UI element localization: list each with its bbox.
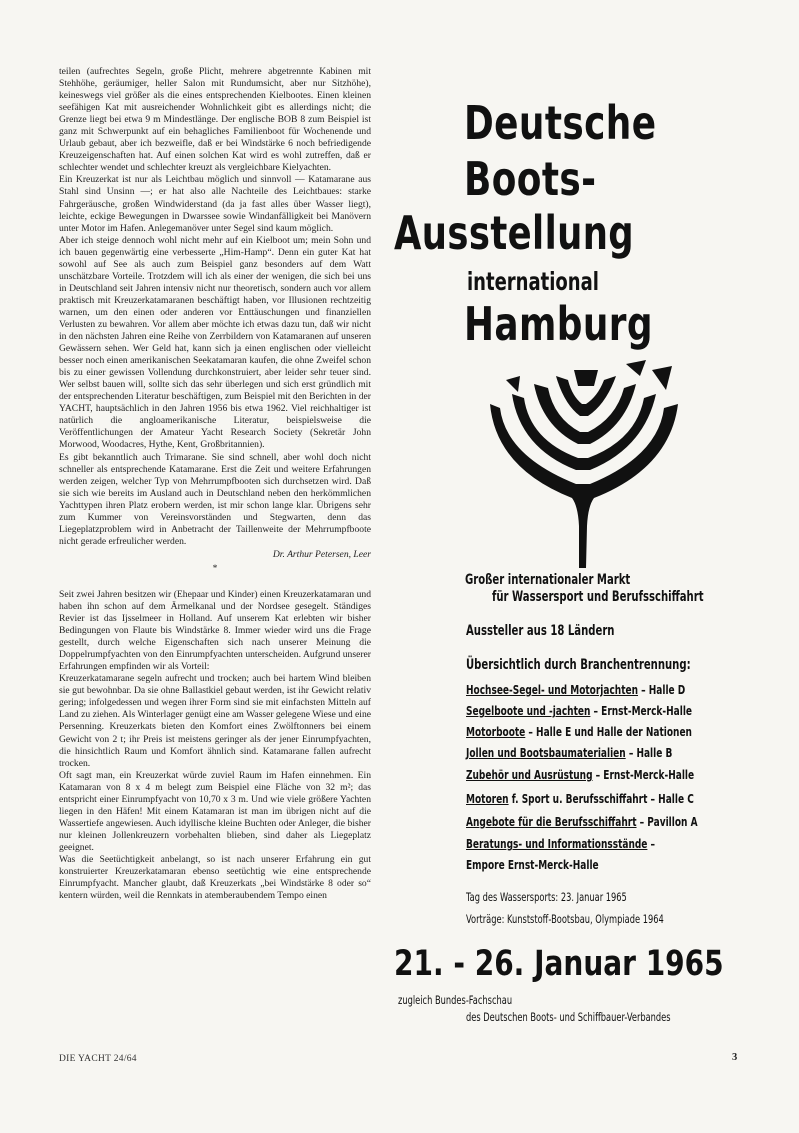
ad-hall-last: Empore Ernst-Merck-Halle bbox=[466, 857, 599, 872]
ad-market-line2: für Wassersport und Berufsschiffahrt bbox=[492, 589, 704, 605]
article-paragraph: Was die Seetüchtigkeit anbelangt, so ist nach unserer Erfahrung ein gut konstruierter Kreuzerkatamaran ebenso seetüchtig wie eine entsprechende Einrumpfyacht. Mancher glaubt, daß Kreuzerkats „bei Windstärke 8 oder so“ kentern würden, weil die Rennkats in atemberaubendem Tempo einen bbox=[59, 854, 371, 902]
ad-lectures: Vorträge: Kunststoff-Bootsbau, Olympiade 1964 bbox=[466, 912, 664, 926]
ad-also-line2: des Deutschen Boots- und Schiffbauer-Verbandes bbox=[466, 1010, 671, 1024]
ad-hall-item: Motorboote – Halle E und Halle der Nationen bbox=[466, 724, 692, 739]
ad-title-hamburg: Hamburg bbox=[464, 297, 653, 351]
article-paragraph: Kreuzerkatamarane segeln aufrecht und trocken; auch bei hartem Wind bleiben sie gut bewohnbar. Da sie ohne Ballastkiel gebaut werden, ist ihr Gewicht relativ gering; infolgedessen und wegen ihrer Form sind sie mit einfachsten Mitteln auf Land zu ziehen. Als Winterlager genügt eine am Wasser gelegene Wiese und eine Persenning. Kreuzerkats bieten den Komfort eines Zwölftonners bei einem Gewicht von 2 t; ihr Preis ist meistens geringer als der jener Einrumpfyachten, die hinsichtlich Raum und Komfort ähnlich sind. Katamarane fallen aufrecht trocken. bbox=[59, 673, 372, 769]
article-paragraph: Ein Kreuzerkat ist nur als Leichtbau möglich und sinnvoll — Katamarane aus Stahl sind Unsinn —; er hat also alle Nachteile des Leichtbaues: starke Fahrgeräusche, großen Windwiderstand (da ja fast alles über Wasser liegt), leichte, eckige Bewegungen in Dwarssee sowie Windanfälligkeit bei Manövern unter Motor im Hafen. Anlegemanöver unter Segel sind kaum möglich. bbox=[59, 174, 371, 234]
ad-exhibitors: Aussteller aus 18 Ländern bbox=[466, 623, 615, 639]
section-separator: * bbox=[212, 562, 218, 574]
boat-show-logo-icon bbox=[476, 356, 686, 568]
ad-overview-heading: Übersichtlich durch Branchentrennung: bbox=[466, 657, 691, 673]
article-paragraph: Oft sagt man, ein Kreuzerkat würde zuviel Raum im Hafen einnehmen. Ein Katamaran von 8 x 4 m belegt zum Beispiel eine Fläche von 32 m²; das entspricht einer Einrumpfyacht von 10,70 x 3 m. Und wie viele größere Yachten liegen in den Häfen! Mit einem Katamaran ist man im übrigen nicht auf die Wassertiefe angewiesen. Auch idyllische kleine Buchten oder Anleger, die bisher nur kleinen Jollenkreuzern vorbehalten blieben, sind daher als Liegeplatz geeignet. bbox=[59, 769, 371, 853]
ad-title-ausstellung: Ausstellung bbox=[394, 206, 635, 260]
ad-date: 21. - 26. Januar 1965 bbox=[394, 944, 724, 984]
ad-hall-item: Beratungs- und Informationsstände – bbox=[466, 836, 656, 851]
ad-title-deutsche: Deutsche bbox=[464, 96, 657, 150]
ad-market-line1: Großer internationaler Markt bbox=[465, 572, 631, 588]
ad-hall-item: Angebote für die Berufsschiffahrt – Pavillon A bbox=[466, 814, 698, 829]
publication-footer: DIE YACHT 24/64 bbox=[59, 1054, 137, 1064]
ad-hall-item: Jollen und Bootsbaumaterialien – Halle B bbox=[466, 745, 673, 760]
ad-watersport-day: Tag des Wassersports: 23. Januar 1965 bbox=[466, 890, 627, 904]
ad-hall-item: Motoren f. Sport u. Berufsschiffahrt – Halle C bbox=[466, 791, 694, 806]
author-byline: Dr. Arthur Petersen, Leer bbox=[272, 548, 371, 560]
page-number: 3 bbox=[732, 1052, 738, 1063]
article-paragraph: Seit zwei Jahren besitzen wir (Ehepaar und Kinder) einen Kreuzerkatamaran und haben ihn schon auf dem Ärmelkanal und der Nordsee gesegelt. Ständiges Revier ist das Ijsselmeer in Holland. Auf unserem Kat erlebten wir bisher Bedingungen von Flaute bis Windstärke 8. Immer wieder wird uns die Frage gestellt, durch welche Eigenschaften sich nach unserer Meinung die Doppelrumpfyachten von den Einrumpfyachten unterscheiden. Aufgrund unserer Erfahrungen empfinden wir als Vorteil: bbox=[59, 588, 371, 673]
ad-hall-item: Zubehör und Ausrüstung – Ernst-Merck-Halle bbox=[466, 767, 695, 782]
ad-hall-item: Segelboote und -jachten – Ernst-Merck-Halle bbox=[466, 703, 693, 718]
ad-hall-item: Hochsee-Segel- und Motorjachten – Halle D bbox=[466, 682, 686, 697]
article-column bbox=[59, 66, 371, 902]
article-paragraph: Aber ich steige dennoch wohl nicht mehr auf ein Kielboot um; mein Sohn und ich bauen gegenwärtig eine verbesserte „Him-Hamp“. Denn ein guter Kat hat sowohl auf See als auch zum Beispiel ganz besonders auf dem Watt unschätzbare Vorteile. Trotzdem will ich als einer der wenigen, die sich bei uns in Deutschland seit Jahren intensiv nicht nur theoretisch, sondern auch vor allem praktisch mit Kreuzerkatamaranen beschäftigt haben, vor Illusionen rechtzeitig warnen, um den einen oder anderen vor Enttäuschungen und finanziellen Verlusten zu bewahren. Vor allem aber möchte ich etwas dazu tun, daß wir nicht in den nächsten Jahren eine Reihe von Zerrbildern von Katamaranen auf unseren Gewässern sehen. Wer Geld hat, kann sich ja einen englischen oder vielleicht besser noch einen amerikanischen Seekatamaran kaufen, die ohne Zweifel schon bis zu einer gewissen Vollendung durchkonstruiert, aber leider sehr teuer sind. Wer selbst bauen will, sollte sich das sehr überlegen und sich erst gründlich mit der entsprechenden Literatur beschäftigen, zum Beispiel mit den Berichten in der YACHT, hauptsächlich in den Jahren 1956 bis etwa 1962. Viel reichhaltiger ist natürlich die angloamerikanische Literatur, beispielsweise die Veröffentlichungen der Amateur Yacht Research Society (Sekretär John Morwood, Woodacres, Hythe, Kent, Großbritannien). bbox=[59, 234, 371, 451]
article-paragraph: teilen (aufrechtes Segeln, große Plicht, mehrere abgetrennte Kabinen mit Stehhöhe, geräumiger, heller Salon mit Rundumsicht, aber nur Sitzhöhe), keineswegs viel größer als die eines entsprechenden Kielbootes. Einen kleinen seefähigen Kat mit ausreichender Wohnlichkeit gibt es allerdings nicht; die Grenze liegt bei etwa 9 m Mindestlänge. Der englische BOB 8 zum Beispiel ist ganz mit Schwerpunkt auf ein behagliches Familienboot für Wochenende und Urlaub gebaut, aber ich bezweifle, daß er bei Windstärke 6 noch befriedigende Kreuzeigenschaften hat. Auf einen solchen Kat wird es wohl zutreffen, daß er schlechter wendet und schlechter kreuzt als vergleichbare Kielyachten. bbox=[59, 66, 371, 174]
ad-also-line1: zugleich Bundes-Fachschau bbox=[398, 993, 513, 1007]
article-paragraph: Es gibt bekanntlich auch Trimarane. Sie sind schnell, aber wohl doch nicht schneller als entsprechende Katamarane. Erst die Zeit und weitere Erfahrungen werden zeigen, welcher Typ von Mehrrumpfbooten sich durchsetzen wird. Daß sie sich wie bereits im Ausland auch in Deutschland neben den herkömmlichen Yachttypen ihren Platz erobern werden, ist mir schon lange klar. Übrigens sehr zum Kummer von Vereinsvorständen und Stegwarten, denn das Liegeplatzproblem wird in Anbetracht der Taillenweite der Mehrrumpfboote nicht gerade erfreulicher werden. bbox=[59, 451, 371, 547]
advertisement bbox=[380, 0, 780, 1133]
ad-title-boots: Boots- bbox=[464, 152, 597, 206]
ad-title-international: international bbox=[467, 267, 599, 296]
